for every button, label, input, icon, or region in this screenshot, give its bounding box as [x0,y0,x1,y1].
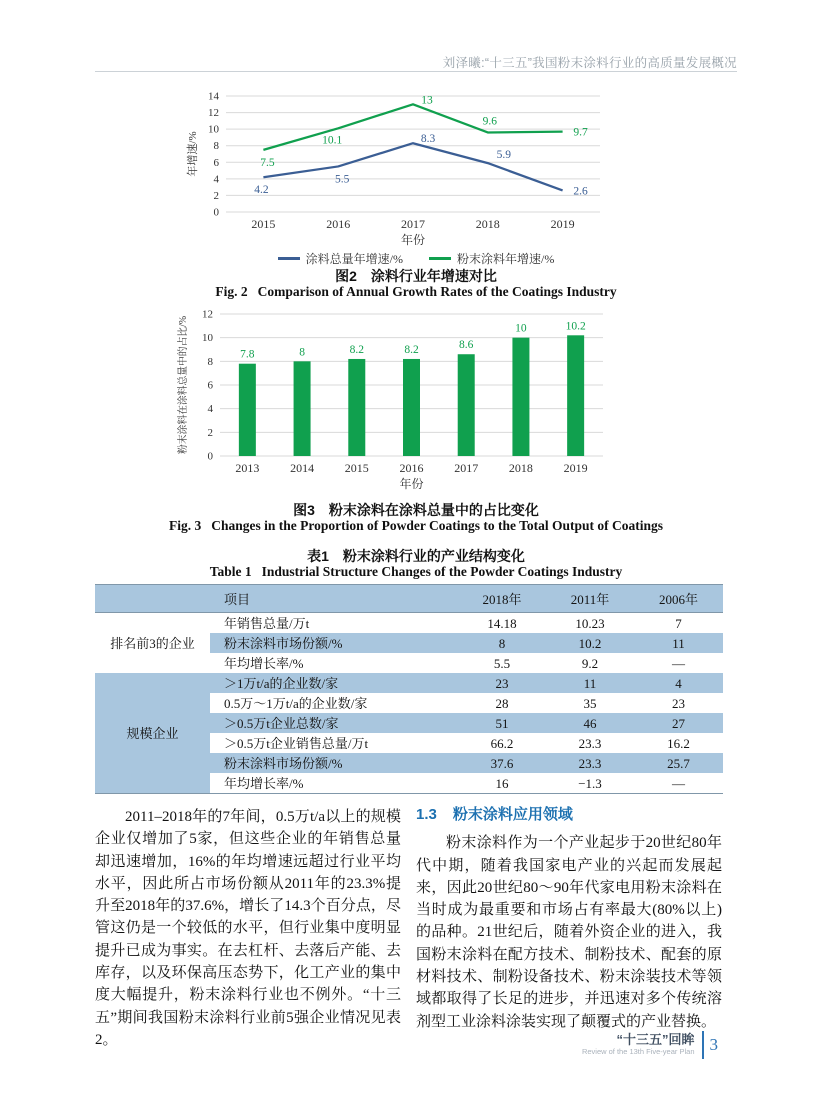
svg-text:粉末涂料在涂料总量中的占比/%: 粉末涂料在涂料总量中的占比/% [178,312,189,454]
fig2-legend [95,250,737,267]
table-value-cell: 11 [583,675,597,691]
running-header: 刘泽曦:“十三五”我国粉末涂料行业的高质量发展概况 [442,56,737,70]
svg-text:8: 8 [207,355,213,368]
svg-text:7.5: 7.5 [260,156,275,169]
svg-text:10: 10 [515,322,527,335]
fig2-caption-cn-label: 图2 [335,268,357,284]
table-value-cell: 27 [672,715,685,731]
svg-text:2018: 2018 [475,217,500,231]
table1-header-item: 项目 [224,592,251,607]
table-value-cell: 10.2 [578,635,602,651]
body-right-column [416,804,722,1033]
fig2-line-chart [180,86,610,248]
table-item-cell: 粉末涂料市场份额/% [224,755,343,771]
table-value-cell: 23 [495,675,509,691]
svg-text:10.1: 10.1 [322,134,343,147]
table-item-cell: 年销售总量/万t [224,615,310,631]
svg-text:2014: 2014 [290,461,315,475]
legend-label: 粉末涂料年增速/% [457,252,555,266]
page-footer [582,1031,718,1059]
table-value-cell: — [672,655,685,671]
svg-text:2013: 2013 [235,461,260,475]
table1-header-2011: 2011年 [570,592,610,607]
fig2-caption-en-label: Fig. 2 [215,284,248,299]
table-item-cell: ＞0.5万t企业总数/家 [224,715,339,731]
table1-header-spacer [95,585,210,613]
table-value-cell: 25.7 [667,755,690,771]
fig2-caption-cn [95,266,737,286]
table-value-cell: −1.3 [578,775,602,791]
table-value-cell: 37.6 [490,755,514,771]
table1-caption-cn-text: 粉末涂料行业的产业结构变化 [342,548,525,564]
fig3-caption-cn [95,500,737,520]
table-item-cell: 年均增长率/% [224,655,304,671]
svg-text:5.5: 5.5 [335,173,350,186]
fig3-caption-en-text: Changes in the Proportion of Powder Coatings to the Total Output of Coatings [211,518,664,533]
svg-text:4: 4 [207,403,213,416]
svg-text:5.9: 5.9 [496,149,511,162]
footer-labels [582,1033,695,1057]
table-item-cell: 年均增长率/% [224,775,304,791]
row-group-label: 排名前3的企业 [95,613,210,674]
svg-text:2018: 2018 [508,461,533,475]
body-left-column [95,806,401,1051]
fig3-caption-cn-text: 粉末涂料在涂料总量中的占比变化 [328,502,539,518]
footer-label-en: Review of the 13th Five-year Plan [581,1047,695,1057]
svg-text:10: 10 [208,123,219,136]
svg-text:12: 12 [208,107,219,120]
svg-text:年份: 年份 [400,233,426,247]
table-value-cell: 66.2 [490,735,514,751]
svg-text:2017: 2017 [401,217,425,231]
svg-text:2: 2 [207,426,213,439]
legend-item-total-coatings [278,250,403,267]
table-value-cell: 28 [495,695,509,711]
table-value-cell: 23.3 [578,735,602,751]
svg-text:14: 14 [208,90,219,103]
svg-text:2015: 2015 [251,217,276,231]
table-value-cell: 16 [495,775,509,791]
table1-caption-cn-label: 表1 [307,548,329,564]
svg-text:7.8: 7.8 [240,348,255,361]
table-value-cell: 16.2 [667,735,690,751]
svg-text:6: 6 [213,156,219,169]
table-value-cell: 10.23 [575,615,605,631]
header-rule [95,71,737,72]
fig2-caption-cn-text: 涂料行业年增速对比 [370,268,497,284]
legend-line-marker-green [429,257,451,260]
svg-text:8: 8 [213,140,219,153]
svg-text:10: 10 [202,332,213,345]
table-value-cell: 23.3 [578,755,602,771]
svg-text:10.2: 10.2 [565,320,586,333]
svg-text:4.2: 4.2 [254,184,269,197]
svg-text:0: 0 [213,206,219,219]
row-group-label: 规模企业 [95,673,210,794]
table-value-cell: 11 [672,635,685,651]
footer-divider-bar [702,1031,704,1059]
table-row [95,673,723,693]
table1-caption-cn [95,546,737,566]
svg-text:2016: 2016 [326,217,351,231]
fig2-caption-en-text: Comparison of Annual Growth Rates of the Coatings Industry [257,284,617,299]
svg-text:2: 2 [213,189,219,202]
svg-text:8.3: 8.3 [420,133,436,146]
svg-text:6: 6 [207,379,213,392]
table1-header-2018: 2018年 [482,592,522,607]
footer-label-cn: “十三五”回眸 [616,1032,695,1048]
table1-caption-en-label: Table 1 [209,564,252,579]
fig2-caption-en [95,284,737,300]
svg-text:13: 13 [421,94,433,107]
fig3-caption-en [95,518,737,534]
svg-text:年份: 年份 [399,477,424,491]
svg-text:2019: 2019 [550,217,575,231]
svg-text:8.2: 8.2 [404,343,419,356]
table-item-cell: 0.5万～1万t/a的企业数/家 [224,695,368,711]
table1-caption-en [95,564,737,580]
fig3-caption-en-label: Fig. 3 [168,518,202,533]
svg-text:8.2: 8.2 [349,343,364,356]
fig3-bar-chart [168,306,618,498]
table-value-cell: 4 [675,675,682,691]
svg-text:2019: 2019 [563,461,588,475]
legend-line-marker-blue [278,257,300,260]
table1-caption-en-text: Industrial Structure Changes of the Powder Coatings Industry [261,564,623,579]
section-heading [416,804,722,826]
table-item-cell: ＞0.5万t企业销售总量/万t [224,735,369,751]
svg-text:0: 0 [207,450,213,463]
table-value-cell: 14.18 [487,615,517,631]
section-number: 1.3 [416,806,437,823]
svg-text:9.6: 9.6 [482,115,497,128]
table-value-cell: 9.2 [581,655,599,671]
svg-text:2.6: 2.6 [573,185,588,198]
table-row [95,613,723,634]
section-title: 粉末涂料应用领域 [452,806,573,823]
svg-text:年增速/%: 年增速/% [187,131,199,177]
table1 [95,584,723,794]
body-paragraph: 2011–2018年的7年间，0.5万t/a以上的规模企业仅增加了5家，但这些企业的年销售总量却迅速增加，16%的年均增速远超过行业平均水平，因此所占市场份额从2011年的23.3%提升至2018年的37.6%，增长了14.3个百分点，尽管这仍是一个较低的水平，但行业集中度明显提升已成为事实。在去杠杆、去落后产能、去库存，以及环保高压态势下，化工产业的集中度大幅提升，粉末涂料行业也不例外。“十三五”期间我国粉末涂料行业前5强企业情况见表2。 [95,809,401,1048]
table-value-cell: 35 [583,695,597,711]
table1-header-2006: 2006年 [658,592,698,607]
svg-text:2016: 2016 [399,461,424,475]
table-value-cell: 8 [498,635,506,651]
svg-text:2015: 2015 [344,461,369,475]
table-value-cell: 23 [672,695,685,711]
svg-text:8.6: 8.6 [459,339,474,352]
table-value-cell: — [672,775,685,791]
svg-text:8: 8 [299,346,305,359]
table1-body [95,613,723,794]
fig3-caption-cn-label: 图3 [293,502,315,518]
table-value-cell: 5.5 [493,655,511,671]
svg-text:4: 4 [213,173,219,186]
table-item-cell: ＞1万t/a的企业数/家 [224,675,339,691]
table-item-cell: 粉末涂料市场份额/% [224,635,343,651]
table-value-cell: 7 [675,615,682,631]
svg-text:12: 12 [202,308,213,321]
page-number: 3 [709,1035,718,1054]
table-value-cell: 51 [495,715,509,731]
svg-text:9.7: 9.7 [573,126,588,139]
body-paragraph: 粉末涂料作为一个产业起步于20世纪80年代中期，随着我国家电产业的兴起而发展起来，因此20世纪80～90年代家电用粉末涂料在当时成为最重要和市场占有率最大(80%以上)的品种。21世纪后，随着外资企业的进入，我国粉末涂料在配方技术、制粉技术、配套的原材料技术、制粉设备技术、粉末涂装技术等领域都取得了长足的进步，并迅速对多个传统溶剂型工业涂料涂装实现了颠覆式的产业替换。 [416,835,722,1030]
legend-item-powder-coatings [429,250,554,267]
table-value-cell: 46 [583,715,597,731]
legend-label: 涂料总量年增速/% [305,252,403,266]
svg-text:2017: 2017 [454,461,479,475]
table1-header-row [95,585,723,613]
